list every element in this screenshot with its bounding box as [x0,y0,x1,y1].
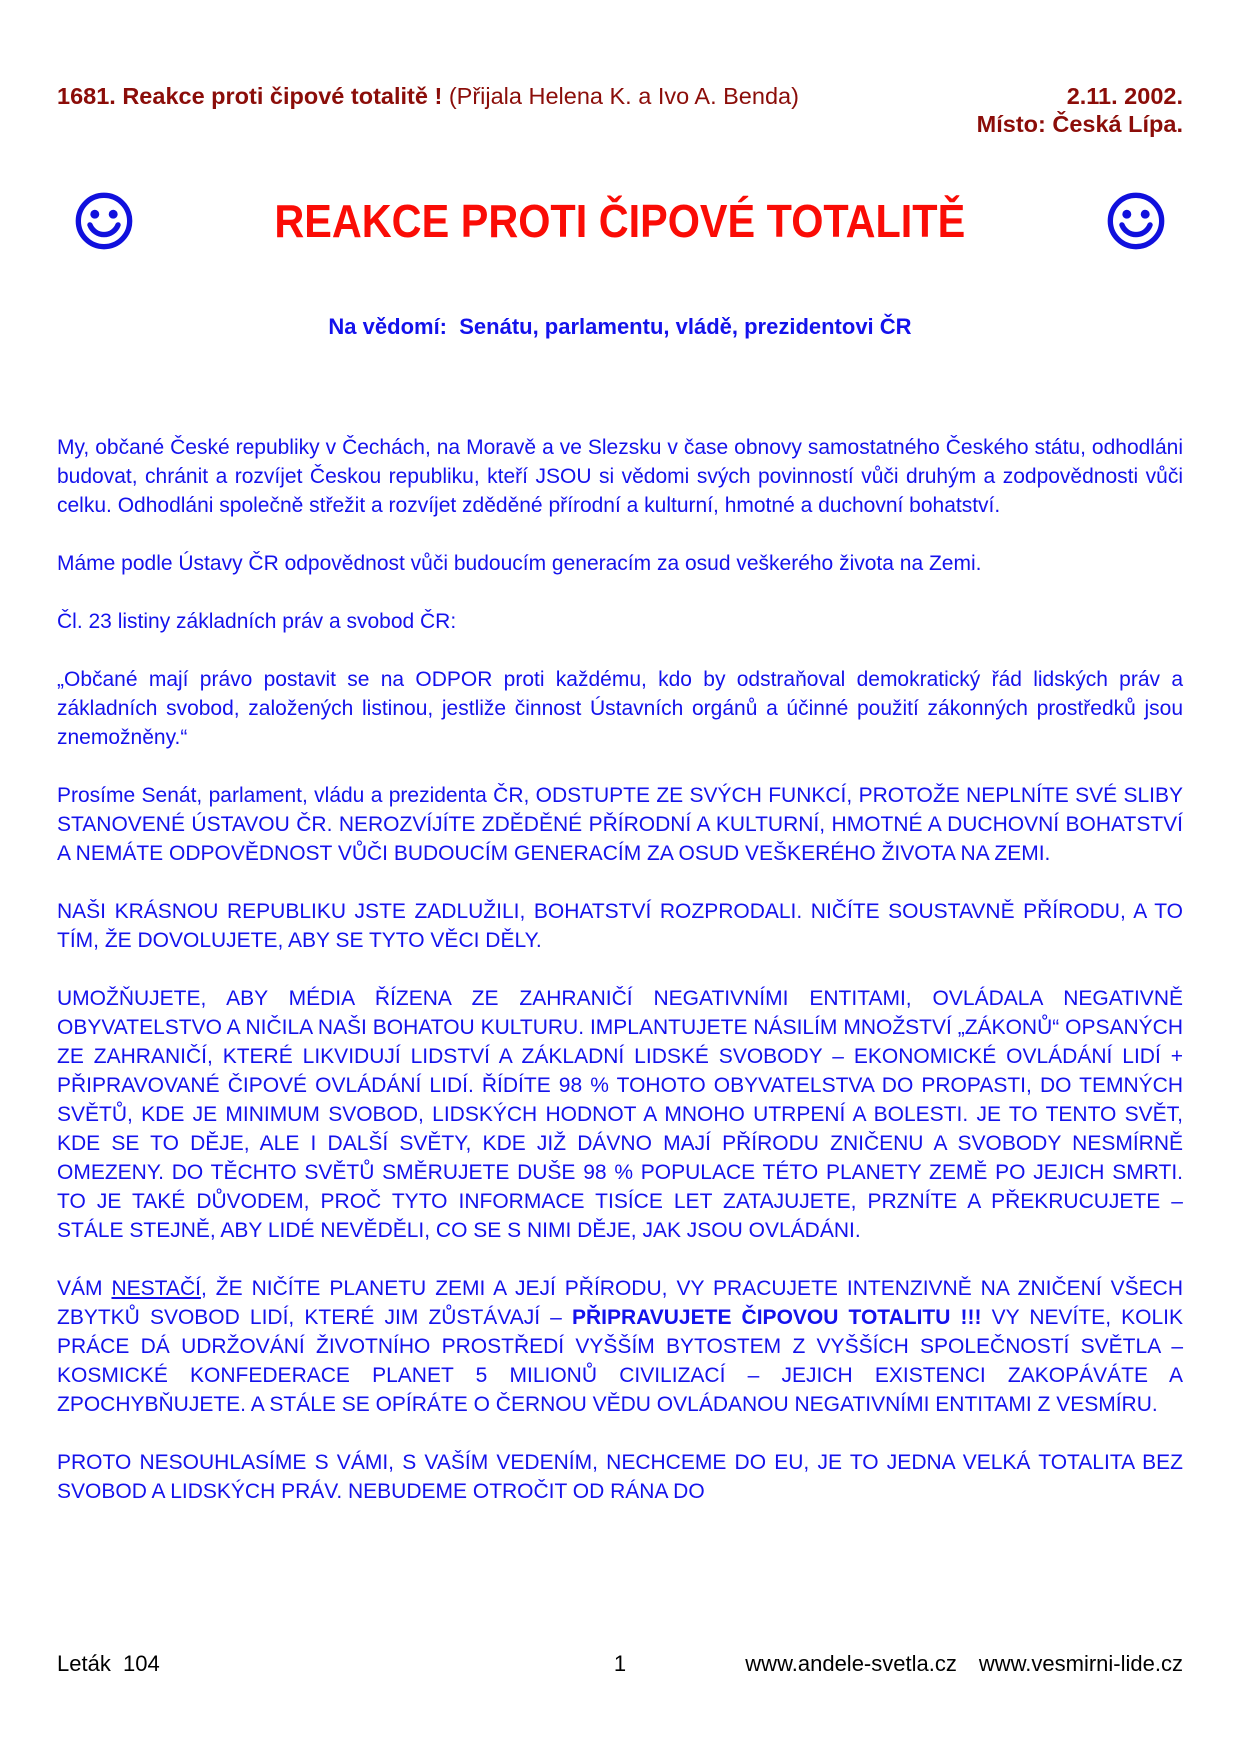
paragraph-constitution-duty: Máme podle Ústavy ČR odpovědnost vůči budoucím generacím za osud veškerého života na Zemi. [57,552,982,575]
smiley-face-icon [1105,190,1167,252]
paragraph-preamble: My, občané České republiky v Čechách, na Moravě a ve Slezsku v čase obnovy samostatného Českého státu, odhodláni budovat, chránit a rozvíjet Českou republiku, kteří JSOU si vědomi svých povinností vůči druhým a zodpovědnosti vůči celku. Odhodláni společně střežit a rozvíjet zděděné přírodní a kulturní, hmotné a duchovní bohatství. [57,436,1183,517]
paragraph-republic-indebted: NAŠI KRÁSNOU REPUBLIKU JSTE ZADLUŽILI, BOHATSTVÍ ROZPRODALI. NIČÍTE SOUSTAVNĚ PŘÍRODU, A TO TÍM, ŽE DOVOLUJETE, ABY SE TYTO VĚCI DĚLY. [57,900,1183,952]
header-title-line [57,82,799,110]
footer-link-andele-svetla: www.andele-svetla.cz [745,1651,957,1676]
title-row [57,188,1183,254]
paragraph-article-23-quote: „Občané mají právo postavit se na ODPOR proti každému, kdo by odstraňoval demokratický řád lidských práv a základních svobod, založených listinou, jestliže činnost Ústavních orgánů a účinné použití zákonných prostředků jsou znemožněny.“ [57,668,1183,749]
footer-link-vesmirni-lide: www.vesmirni-lide.cz [978,1651,1183,1676]
paragraph-chip-totality [57,1274,1183,1419]
paragraph-eu-disagreement: PROTO NESOUHLASÍME S VÁMI, S VAŠÍM VEDENÍM, NECHCEME DO EU, JE TO JEDNA VELKÁ TOTALITA BEZ SVOBOD A LIDSKÝCH PRÁV. NEBUDEME OTROČIT OD RÁNA DO [57,1451,1183,1503]
notice-line: Na vědomí: Senátu, parlamentu, vládě, prezidentovi ČR [328,314,912,339]
document-footer [57,1650,1183,1680]
header-date: 2.11. 2002. [1066,83,1183,109]
underlined-nestaci: NESTAČÍ [111,1277,201,1300]
paragraph-resignation-demand: Prosíme Senát, parlament, vládu a prezidenta ČR, ODSTUPTE ZE SVÝCH FUNKCÍ, PROTOŽE NEPLNÍTE SVÉ SLIBY STANOVENÉ ÚSTAVOU ČR. NEROZVÍJÍTE ZDĚDĚNÉ PŘÍRODNÍ A KULTURNÍ, HMOTNÉ A DUCHOVNÍ BOHATSTVÍ A NEMÁTE ODPOVĚDNOST VŮČI BUDOUCÍM GENERACÍM ZA OSUD VEŠKERÉHO ŽIVOTA NA ZEMI. [57,784,1183,865]
header-received-by: (Přijala Helena K. a Ivo A. Benda) [442,83,799,109]
footer-leaflet-number: Leták 104 [57,1651,160,1676]
header-place: Místo: Česká Lípa. [976,111,1183,137]
smiley-face-icon [73,190,135,252]
paragraph-article-23-heading: Čl. 23 listiny základních práv a svobod ČR: [57,610,457,633]
paragraph-chip-totality-text: VÁM [57,1277,112,1300]
paragraph-chip-totality-text: VY NEVÍTE, KOLIK PRÁCE DÁ UDRŽOVÁNÍ ŽIVOTNÍHO PROSTŘEDÍ VYŠŠÍM BYTOSTEM Z VYŠŠÍCH SPOLEČNOSTÍ SVĚTLA – KOSMICKÉ KONFEDERACE PLANET 5 MILIONŮ CIVILIZACÍ – JEJICH EXISTENCI ZAKOPÁVÁTE A ZPOCHYBŇUJETE. A STÁLE SE OPÍRÁTE O ČERNOU VĚDU OVLÁDANOU NEGATIVNÍMI ENTITAMI Z VESMÍRU. [57,1306,1183,1416]
paragraph-media-control: UMOŽŇUJETE, ABY MÉDIA ŘÍZENA ZE ZAHRANIČÍ NEGATIVNÍMI ENTITAMI, OVLÁDALA NEGATIVNĚ OBYVATELSTVO A NIČILA NAŠI BOHATOU KULTURU. IMPLANTUJETE NÁSILÍM MNOŽSTVÍ „ZÁKONŮ“ OPSANÝCH ZE ZAHRANIČÍ, KTERÉ LIKVIDUJÍ LIDSTVÍ A ZÁKLADNÍ LIDSKÉ SVOBODY – EKONOMICKÉ OVLÁDÁNÍ LIDÍ + PŘIPRAVOVANÉ ČIPOVÉ OVLÁDÁNÍ LIDÍ. ŘÍDÍTE 98 % TOHOTO OBYVATELSTVA DO PROPASTI, DO TEMNÝCH SVĚTŮ, KDE JE MINIMUM SVOBOD, LIDSKÝCH HODNOT A MNOHO UTRPENÍ A BOLESTI. JE TO TENTO SVĚT, KDE SE TO DĚJE, ALE I DALŠÍ SVĚTY, KDE JIŽ DÁVNO MAJÍ PŘÍRODU ZNIČENU A SVOBODY NESMÍRNĚ OMEZENY. DO TĚCHTO SVĚTŮ SMĚRUJETE DUŠE 98 % POPULACE TÉTO PLANETY ZEMĚ PO JEJICH SMRTI. TO JE TAKÉ DŮVODEM, PROČ TYTO INFORMACE TISÍCE LET ZATAJUJETE, PRZNÍTE A PŘEKRUCUJETE – STÁLE STEJNĚ, ABY LIDÉ NEVĚDĚLI, CO SE S NIMI DĚJE, JAK JSOU OVLÁDÁNI. [57,987,1183,1242]
header-number-title: 1681. Reakce proti čipové totalitě ! [57,83,443,109]
footer-links [745,1650,1183,1678]
bold-pripravujete-cipovou-totalitu: PŘIPRAVUJETE ČIPOVOU TOTALITU !!! [571,1306,982,1329]
page-title: REAKCE PROTI ČIPOVÉ TOTALITĚ [274,195,966,247]
footer-page-number: 1 [613,1651,627,1676]
paragraph-chip-totality-text: , ŽE NIČÍTE PLANETU ZEMI A JEJÍ PŘÍRODU, VY PRACUJETE INTENZIVNĚ NA ZNIČENÍ VŠECH ZBYTKŮ SVOBOD LIDÍ, KTERÉ JIM ZŮSTÁVAJÍ – [57,1277,1183,1329]
header-date-place [977,82,1183,138]
document-header [57,82,1183,138]
document-body [57,433,1183,1506]
